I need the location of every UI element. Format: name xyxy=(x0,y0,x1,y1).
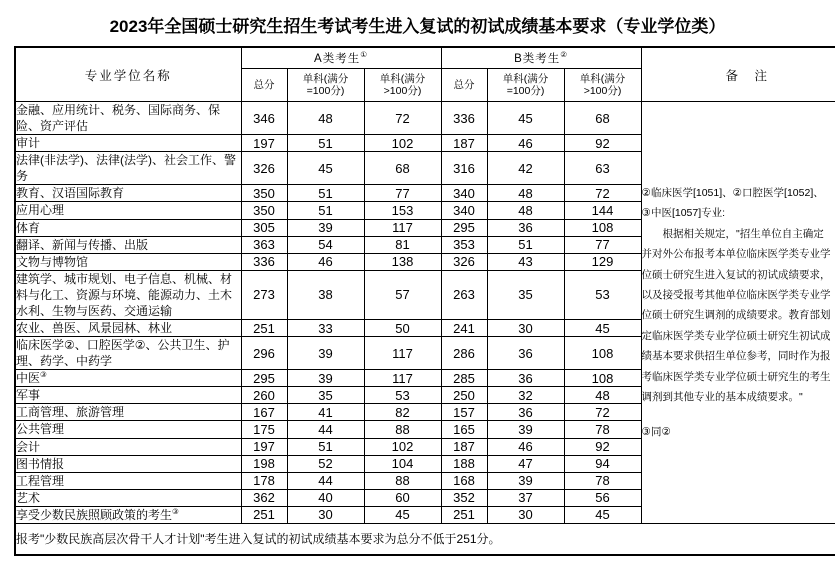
score-b-single-100: 46 xyxy=(487,135,564,152)
major-name-label: 工程管理 xyxy=(16,473,65,488)
major-name-cell xyxy=(15,320,241,337)
header-b-single-over100-line2: >100分) xyxy=(583,85,622,97)
score-b-single-100: 36 xyxy=(487,337,564,370)
remark-line11: 调剂到其他专业的基本成绩要求。" xyxy=(641,391,803,404)
score-b-single-100: 39 xyxy=(487,421,564,438)
score-a-single-100: 44 xyxy=(287,421,364,438)
score-a-single-100: 44 xyxy=(287,472,364,489)
header-group-b xyxy=(441,47,641,69)
score-a-single-over100: 68 xyxy=(364,152,441,185)
score-b-total: 286 xyxy=(441,337,487,370)
header-b-total: 总分 xyxy=(441,69,487,102)
score-b-total: 352 xyxy=(441,489,487,506)
score-a-single-100: 40 xyxy=(287,489,364,506)
score-a-single-100: 35 xyxy=(287,387,364,404)
score-b-single-over100: 78 xyxy=(564,421,641,438)
score-a-single-100: 39 xyxy=(287,219,364,236)
score-b-total: 353 xyxy=(441,236,487,253)
score-b-single-100: 48 xyxy=(487,202,564,219)
score-b-single-over100: 92 xyxy=(564,438,641,455)
score-a-total: 260 xyxy=(241,387,287,404)
score-a-total: 336 xyxy=(241,253,287,270)
score-b-single-over100: 92 xyxy=(564,135,641,152)
score-a-single-100: 38 xyxy=(287,270,364,319)
major-name-label: 工商管理、旅游管理 xyxy=(16,405,125,420)
score-a-single-100: 52 xyxy=(287,455,364,472)
score-a-single-over100: 53 xyxy=(364,387,441,404)
score-b-single-100: 51 xyxy=(487,236,564,253)
score-a-total: 362 xyxy=(241,489,287,506)
score-a-single-over100: 102 xyxy=(364,438,441,455)
remark-spacer xyxy=(642,408,835,422)
score-a-total: 175 xyxy=(241,421,287,438)
score-a-total: 296 xyxy=(241,337,287,370)
header-a-single-over100-line2: >100分) xyxy=(383,85,422,97)
score-requirements-table xyxy=(14,46,835,556)
score-b-single-over100: 78 xyxy=(564,472,641,489)
score-b-total: 250 xyxy=(441,387,487,404)
score-b-total: 263 xyxy=(441,270,487,319)
score-a-total: 198 xyxy=(241,455,287,472)
score-b-total: 251 xyxy=(441,506,487,523)
remark-line8: 定临床医学类专业学位硕士研究生初试成 xyxy=(641,329,831,342)
score-a-single-100: 51 xyxy=(287,135,364,152)
score-b-single-100: 30 xyxy=(487,506,564,523)
score-a-single-100: 46 xyxy=(287,253,364,270)
score-a-single-over100: 117 xyxy=(364,370,441,387)
score-a-single-over100: 88 xyxy=(364,472,441,489)
major-name-cell xyxy=(15,253,241,270)
remark-line5: 位硕士研究生进入复试的初试成绩要求， xyxy=(641,268,831,281)
header-a-single-100 xyxy=(287,69,364,102)
score-b-single-over100: 72 xyxy=(564,185,641,202)
score-a-single-100: 30 xyxy=(287,506,364,523)
table-container xyxy=(14,46,831,556)
score-b-single-100: 36 xyxy=(487,404,564,421)
header-b-single-100-line1: 单科(满分 xyxy=(502,72,549,85)
major-name-cell xyxy=(15,236,241,253)
score-b-single-over100: 48 xyxy=(564,387,641,404)
remark-cell xyxy=(641,102,835,524)
score-a-single-over100: 117 xyxy=(364,219,441,236)
header-b-single-100 xyxy=(487,69,564,102)
score-b-total: 187 xyxy=(441,438,487,455)
header-b-single-over100 xyxy=(564,69,641,102)
score-b-total: 165 xyxy=(441,421,487,438)
score-a-total: 197 xyxy=(241,135,287,152)
major-name-cell xyxy=(15,455,241,472)
major-name-cell xyxy=(15,404,241,421)
major-name-label: 图书情报 xyxy=(16,456,65,471)
score-b-single-over100: 108 xyxy=(564,219,641,236)
major-name-superscript: ③ xyxy=(40,370,47,380)
major-name-label: 公共管理 xyxy=(16,422,65,437)
header-major-name: 专业学位名称 xyxy=(15,47,241,102)
major-name-label: 会计 xyxy=(16,439,41,454)
score-a-total: 350 xyxy=(241,185,287,202)
footnote-row xyxy=(15,523,835,555)
major-name-cell xyxy=(15,135,241,152)
header-a-single-100-line2: =100分) xyxy=(306,85,345,97)
score-b-single-100: 30 xyxy=(487,320,564,337)
major-name-label: 农业、兽医、风景园林、林业 xyxy=(16,321,173,336)
remark-line12: ③同② xyxy=(641,425,671,438)
header-b-single-100-line2: =100分) xyxy=(506,85,545,97)
score-a-total: 167 xyxy=(241,404,287,421)
major-name-cell xyxy=(15,270,241,319)
major-name-label: 建筑学、城市规划、电子信息、机械、材料与化工、资源与环境、能源动力、土木水利、生物与医药、交通运输 xyxy=(16,271,233,318)
major-name-cell xyxy=(15,472,241,489)
score-b-total: 316 xyxy=(441,152,487,185)
score-b-single-100: 36 xyxy=(487,370,564,387)
remark-line7: 位硕士研究生调剂的成绩要求。教育部划 xyxy=(641,309,831,322)
score-b-single-over100: 129 xyxy=(564,253,641,270)
score-b-single-over100: 68 xyxy=(564,102,641,135)
major-name-label: 体育 xyxy=(16,220,41,235)
remark-line2: ③中医[1057]专业: xyxy=(641,207,726,220)
score-b-total: 241 xyxy=(441,320,487,337)
score-a-total: 346 xyxy=(241,102,287,135)
score-b-single-over100: 144 xyxy=(564,202,641,219)
score-a-single-100: 41 xyxy=(287,404,364,421)
major-name-superscript: ③ xyxy=(172,506,179,516)
major-name-cell xyxy=(15,185,241,202)
major-name-cell xyxy=(15,152,241,185)
score-a-total: 251 xyxy=(241,506,287,523)
major-name-label: 艺术 xyxy=(16,490,41,505)
score-b-total: 157 xyxy=(441,404,487,421)
major-name-cell xyxy=(15,202,241,219)
score-b-single-over100: 108 xyxy=(564,337,641,370)
remark-line1: ②临床医学[1051]、②口腔医学[1052]、 xyxy=(641,186,824,199)
score-b-single-over100: 94 xyxy=(564,455,641,472)
score-b-single-100: 43 xyxy=(487,253,564,270)
score-a-single-over100: 60 xyxy=(364,489,441,506)
score-a-total: 363 xyxy=(241,236,287,253)
header-group-b-label: B类考生 xyxy=(514,53,561,65)
score-a-single-100: 39 xyxy=(287,337,364,370)
score-b-single-over100: 56 xyxy=(564,489,641,506)
header-group-b-superscript: ② xyxy=(560,50,568,60)
score-b-single-100: 36 xyxy=(487,219,564,236)
score-a-single-over100: 82 xyxy=(364,404,441,421)
remark-line4: 并对外公布报考本单位临床医学类专业学 xyxy=(641,248,831,261)
score-a-single-100: 54 xyxy=(287,236,364,253)
score-a-single-over100: 72 xyxy=(364,102,441,135)
remark-line10: 考临床医学类专业学位硕士研究生的考生 xyxy=(641,370,831,383)
score-a-total: 305 xyxy=(241,219,287,236)
score-b-single-100: 45 xyxy=(487,102,564,135)
remark-line9: 绩基本要求供招生单位参考，同时作为报 xyxy=(641,350,831,363)
score-b-total: 187 xyxy=(441,135,487,152)
header-a-single-over100 xyxy=(364,69,441,102)
footnote-cell: 报考"少数民族高层次骨干人才计划"考生进入复试的初试成绩基本要求为总分不低于251分。 xyxy=(15,523,835,555)
score-b-single-over100: 77 xyxy=(564,236,641,253)
score-b-single-100: 46 xyxy=(487,438,564,455)
header-group-a xyxy=(241,47,441,69)
score-a-single-100: 33 xyxy=(287,320,364,337)
remark-line3: 根据相关规定，"招生单位自主确定 xyxy=(662,227,824,240)
score-a-single-over100: 153 xyxy=(364,202,441,219)
score-b-single-100: 47 xyxy=(487,455,564,472)
major-name-cell xyxy=(15,370,241,387)
score-a-total: 251 xyxy=(241,320,287,337)
major-name-label: 临床医学②、口腔医学②、公共卫生、护理、药学、中药学 xyxy=(16,338,230,369)
score-b-single-100: 32 xyxy=(487,387,564,404)
header-row-group xyxy=(15,47,835,69)
page-title: 2023年全国硕士研究生招生考试考生进入复试的初试成绩基本要求（专业学位类） xyxy=(109,17,726,36)
major-name-label: 中医 xyxy=(16,371,41,386)
major-name-cell xyxy=(15,489,241,506)
score-a-single-over100: 88 xyxy=(364,421,441,438)
header-group-a-superscript: ① xyxy=(360,50,368,60)
score-a-single-over100: 77 xyxy=(364,185,441,202)
score-a-total: 178 xyxy=(241,472,287,489)
major-name-label: 法律(非法学)、法律(法学)、社会工作、警务 xyxy=(16,153,236,184)
score-a-total: 295 xyxy=(241,370,287,387)
score-b-total: 285 xyxy=(441,370,487,387)
header-b-single-over100-line1: 单科(满分 xyxy=(579,72,626,85)
score-a-single-over100: 50 xyxy=(364,320,441,337)
score-b-total: 336 xyxy=(441,102,487,135)
score-b-single-100: 39 xyxy=(487,472,564,489)
score-a-single-over100: 104 xyxy=(364,455,441,472)
major-name-label: 教育、汉语国际教育 xyxy=(16,186,125,201)
score-b-total: 295 xyxy=(441,219,487,236)
score-b-single-over100: 53 xyxy=(564,270,641,319)
score-a-total: 350 xyxy=(241,202,287,219)
score-a-total: 197 xyxy=(241,438,287,455)
table-body xyxy=(15,102,835,555)
score-b-total: 340 xyxy=(441,185,487,202)
score-b-single-100: 48 xyxy=(487,185,564,202)
score-b-single-100: 35 xyxy=(487,270,564,319)
major-name-label: 享受少数民族照顾政策的考生 xyxy=(16,507,173,522)
score-b-single-over100: 63 xyxy=(564,152,641,185)
score-b-single-100: 37 xyxy=(487,489,564,506)
major-name-cell xyxy=(15,438,241,455)
score-b-total: 340 xyxy=(441,202,487,219)
score-b-total: 326 xyxy=(441,253,487,270)
major-name-label: 应用心理 xyxy=(16,203,65,218)
score-b-single-over100: 45 xyxy=(564,320,641,337)
major-name-label: 文物与博物馆 xyxy=(16,254,89,269)
score-a-single-100: 51 xyxy=(287,202,364,219)
score-b-single-over100: 108 xyxy=(564,370,641,387)
score-a-single-100: 39 xyxy=(287,370,364,387)
header-group-a-label: A类考生 xyxy=(314,53,361,65)
major-name-label: 审计 xyxy=(16,136,41,151)
table-row xyxy=(15,102,835,135)
major-name-label: 金融、应用统计、税务、国际商务、保险、资产评估 xyxy=(16,103,221,134)
score-a-single-over100: 117 xyxy=(364,337,441,370)
table-head xyxy=(15,47,835,102)
score-b-total: 188 xyxy=(441,455,487,472)
score-a-single-over100: 81 xyxy=(364,236,441,253)
score-a-single-over100: 102 xyxy=(364,135,441,152)
score-b-single-100: 42 xyxy=(487,152,564,185)
score-b-total: 168 xyxy=(441,472,487,489)
score-a-single-100: 51 xyxy=(287,185,364,202)
score-a-single-100: 48 xyxy=(287,102,364,135)
major-name-cell xyxy=(15,506,241,523)
score-a-single-100: 51 xyxy=(287,438,364,455)
major-name-cell xyxy=(15,337,241,370)
major-name-label: 翻译、新闻与传播、出版 xyxy=(16,237,149,252)
remark-line6: 以及接受报考其他单位临床医学类专业学 xyxy=(641,289,831,301)
score-a-single-over100: 57 xyxy=(364,270,441,319)
major-name-cell xyxy=(15,387,241,404)
header-a-total: 总分 xyxy=(241,69,287,102)
header-a-single-100-line1: 单科(满分 xyxy=(302,72,349,85)
major-name-cell xyxy=(15,102,241,135)
major-name-cell xyxy=(15,421,241,438)
score-b-single-over100: 45 xyxy=(564,506,641,523)
major-name-label: 军事 xyxy=(16,388,41,403)
score-a-single-over100: 45 xyxy=(364,506,441,523)
header-remark: 备 注 xyxy=(641,47,835,102)
score-a-single-over100: 138 xyxy=(364,253,441,270)
major-name-cell xyxy=(15,219,241,236)
score-a-total: 326 xyxy=(241,152,287,185)
score-b-single-over100: 72 xyxy=(564,404,641,421)
header-a-single-over100-line1: 单科(满分 xyxy=(379,72,426,85)
score-a-total: 273 xyxy=(241,270,287,319)
score-a-single-100: 45 xyxy=(287,152,364,185)
